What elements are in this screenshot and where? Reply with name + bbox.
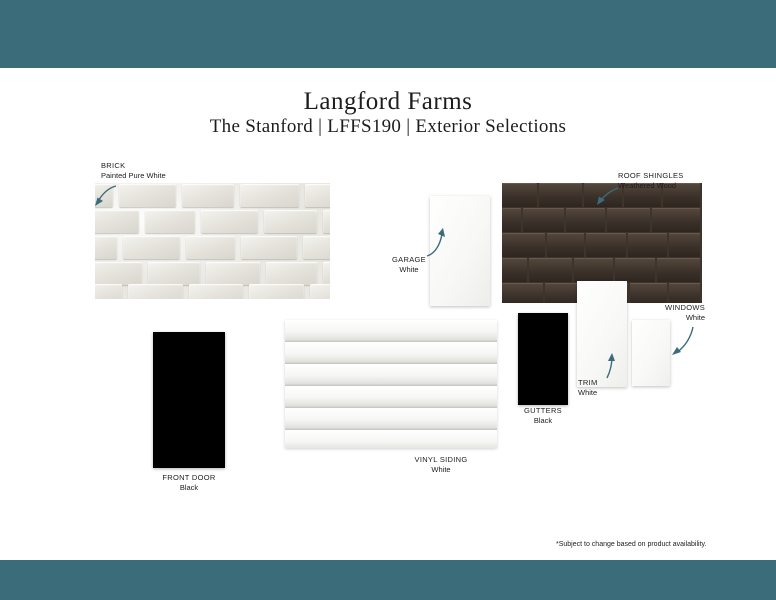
label-roof-value: Weathered Wood: [618, 181, 677, 191]
top-accent-rule: [0, 68, 776, 72]
arrow-roof-icon: [592, 186, 620, 208]
swatch-brick: [95, 183, 330, 299]
label-front-door-value: Black: [179, 483, 199, 493]
label-gutters-name: GUTTERS: [524, 406, 562, 415]
label-brick: [101, 161, 166, 181]
arrow-brick-icon: [92, 184, 118, 208]
label-vinyl-siding-name: VINYL SIDING: [414, 455, 468, 464]
swatch-windows: [632, 320, 670, 386]
page-subtitle: The Stanford | LFFS190 | Exterior Selections: [209, 116, 567, 137]
label-garage-value: White: [399, 265, 419, 275]
label-brick-value: Painted Pure White: [101, 171, 166, 181]
arrow-garage-icon: [424, 226, 446, 258]
top-color-band: [0, 0, 776, 68]
swatch-gutters: [518, 313, 568, 405]
swatch-vinyl-siding: [285, 320, 497, 448]
label-front-door-name: FRONT DOOR: [162, 473, 216, 482]
bottom-color-band: [0, 560, 776, 600]
arrow-trim-icon: [600, 352, 618, 380]
swatch-front-door: [153, 332, 225, 468]
label-gutters: [518, 406, 568, 426]
footnote: *Subject to change based on product availability.: [556, 541, 707, 548]
label-brick-name: BRICK: [101, 161, 126, 170]
label-vinyl-siding: [396, 455, 486, 475]
label-windows-value: White: [685, 313, 706, 323]
label-roof-name: ROOF SHINGLES: [618, 171, 684, 180]
label-vinyl-siding-value: White: [431, 465, 451, 475]
label-garage: [383, 255, 435, 275]
label-trim-name: TRIM: [578, 378, 598, 387]
label-windows-name: WINDOWS: [665, 303, 706, 312]
label-roof-shingles: [618, 171, 684, 191]
arrow-windows-icon: [669, 325, 695, 357]
label-gutters-value: Black: [533, 416, 553, 426]
label-windows: [665, 303, 705, 323]
label-front-door: [149, 473, 229, 493]
label-trim-value: White: [578, 388, 598, 398]
page-title: Langford Farms: [303, 88, 473, 115]
label-garage-name: GARAGE: [392, 255, 426, 264]
label-trim: [578, 378, 598, 398]
